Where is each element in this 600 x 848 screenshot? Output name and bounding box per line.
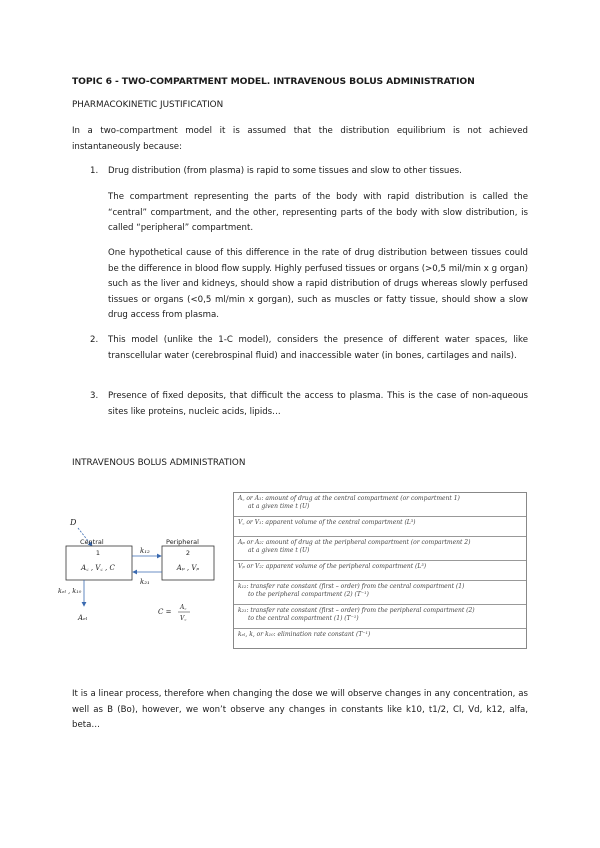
conclusion-paragraph: It is a linear process, therefore when changing the dose we will observe changes in any concentration, as well as B (Bo), however, we won’t observe any changes in constants like k10, t1/2, Cl, Vd, k12, alfa, beta… — [72, 689, 528, 730]
intro-paragraph: In a two-compartment model it is assumed that the distribution equilibrium is not achieved instantaneously because: — [72, 126, 528, 152]
parameter-legend-table — [233, 492, 527, 649]
formula-lhs: C = — [158, 608, 172, 616]
peripheral-vars: Aₚ , Vₚ — [176, 564, 200, 572]
list-item-1-text: Drug distribution (from plasma) is rapid to some tissues and slow to other tissues. — [108, 166, 462, 176]
central-number: 1 — [95, 549, 101, 557]
k21-label: k₂₁ — [140, 578, 150, 586]
legend-row: A꜀ or A₁: amount of drug at the central compartment (or compartment 1) at a given time t (U) — [234, 493, 526, 517]
list-number-2: 2. — [90, 335, 99, 345]
list-number-1: 1. — [90, 166, 99, 176]
formula-denominator: V꜀ — [180, 615, 187, 622]
list-item-3-text: Presence of fixed deposits, that difficult the access to plasma. This is the case of non-aqueous sites like proteins, nucleic acids, lipids… — [108, 391, 528, 417]
elimination-label: kₑₗ , k₁₀ — [58, 587, 82, 595]
ael-label: Aₑₗ — [78, 614, 88, 622]
legend-row: V꜀ or V₁: apparent volume of the central compartment (L³) — [234, 517, 526, 537]
legend-row: k₂₁: transfer rate constant (first – order) from the peripheral compartment (2) to the central compartment (1) (T⁻¹) — [234, 605, 526, 629]
dose-label: D — [70, 518, 77, 527]
page-title: TOPIC 6 - TWO-COMPARTMENT MODEL. INTRAVENOUS BOLUS ADMINISTRATION — [72, 76, 475, 87]
formula-numerator: A꜀ — [180, 604, 187, 611]
list-item-1-para2: The compartment representing the parts of the body with rapid distribution is called the “central” compartment, and the other, representing parts of the body with slow distribution, is called “peripheral” compartment. — [108, 192, 528, 233]
peripheral-label: Peripheral — [166, 538, 199, 546]
section-heading-iv-bolus: INTRAVENOUS BOLUS ADMINISTRATION — [72, 458, 246, 468]
central-label: Central — [80, 538, 104, 546]
legend-row: Vₚ or V₂: apparent volume of the peripheral compartment (L³) — [234, 561, 526, 581]
peripheral-number: 2 — [185, 549, 191, 557]
list-item-2-text: This model (unlike the 1-C model), considers the presence of different water spaces, like transcellular water (cerebrospinal fluid) and inaccessible water (in bones, cartilages and nails). — [108, 335, 528, 361]
two-compartment-diagram — [58, 510, 218, 645]
legend-row: k₁₂: transfer rate constant (first – order) from the central compartment (1) to the peripheral compartment (2) (T⁻¹) — [234, 581, 526, 605]
k12-label: k₁₂ — [140, 547, 150, 555]
legend-row: kₑₗ, k, or k₁₀: elimination rate constant (T⁻¹) — [238, 631, 371, 638]
list-number-3: 3. — [90, 391, 99, 401]
central-vars: A꜀ , V꜀ , C — [81, 564, 115, 572]
section-heading-justification: PHARMACOKINETIC JUSTIFICATION — [72, 100, 224, 110]
legend-row: Aₚ or A₂: amount of drug at the peripheral compartment (or compartment 2) at a given time t (U) — [234, 537, 526, 561]
list-item-1-para3: One hypothetical cause of this difference in the rate of drug distribution between tissues could be the difference in blood flow supply. Highly perfused tissues or organs (>0,5 mil/min x g organ) such as the liver and kidneys, should show a rapid distribution of drugs whereas slowly perfused tissues or organs (<0,5 ml/min x gorgan), such as muscles or fatty tissue, should show a slow drug access from plasma. — [108, 248, 528, 320]
